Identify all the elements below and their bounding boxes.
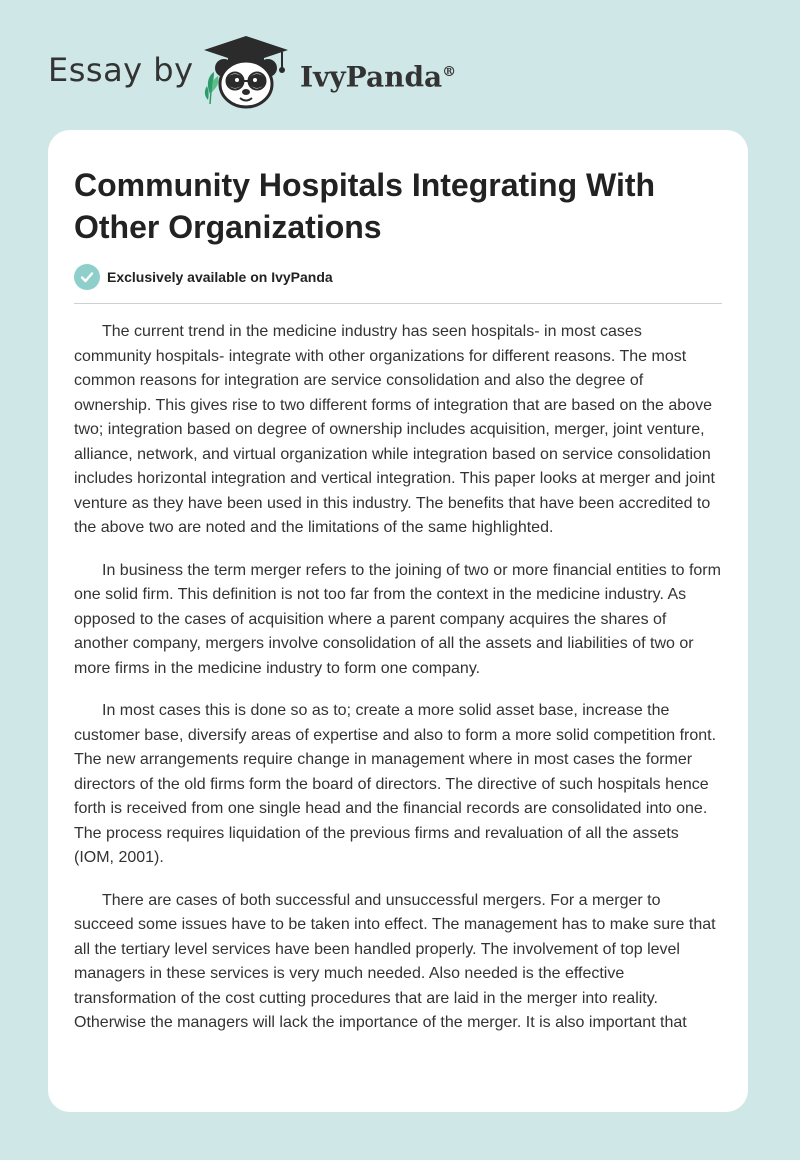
panda-graduate-icon[interactable] bbox=[198, 34, 294, 110]
exclusive-badge bbox=[74, 264, 333, 290]
divider bbox=[74, 303, 722, 304]
paragraph: The current trend in the medicine industry has seen hospitals- in most cases community hospitals- integrate with other organizations for different reasons. The most common reasons for integration are service consolidation and also the degree of ownership. This gives rise to two different forms of integration that are based on the above two; integration based on degree of ownership includes acquisition, merger, joint venture, alliance, network, and virtual organization while integration based on service consolidation includes horizontal integration and vertical integration. This paper looks at merger and joint venture as they have been used in this industry. The benefits that have been accredited to the above two are noted and the limitations of the same highlighted. bbox=[74, 323, 715, 536]
brand-name[interactable] bbox=[300, 54, 456, 95]
paragraph: In most cases this is done so as to; create a more solid asset base, increase the customer base, diversify areas of expertise and also to form a more solid competition front. The new arrangements require change in management where in most cases the former directors of the old firms form the board of directors. The directive of such hospitals hence forth is received from one single head and the financial records are consolidated into one. The process requires liquidation of the previous firms and revaluation of all the assets (IOM, 2001). bbox=[74, 702, 717, 866]
check-icon bbox=[74, 264, 100, 290]
page-title: Community Hospitals Integrating With Other Organizations bbox=[74, 167, 656, 245]
paragraph: In business the term merger refers to the joining of two or more financial entities to form one solid firm. This definition is not too far from the context in the medicine industry. As opposed to the cases of acquisition where a parent company acquires the shares of another company, mergers involve consolidation of all the assets and liabilities of two or more firms in the medicine industry to form one company. bbox=[74, 561, 721, 677]
exclusive-badge-text: Exclusively available on IvyPanda bbox=[107, 269, 333, 285]
paragraph: There are cases of both successful and unsuccessful mergers. For a merger to succeed some issues have to be taken into effect. The management has to make sure that all the tertiary level services have been handled properly. The involvement of top level managers in these services is very much needed. Also needed is the effective transformation of the cost cutting procedures that are laid in the merger into reality. Otherwise the managers will lack the importance of the merger. It is also important that bbox=[74, 891, 716, 1031]
site-header bbox=[0, 0, 800, 130]
brand-name-text: IvyPanda bbox=[300, 60, 443, 94]
article-body bbox=[74, 320, 722, 1102]
article-card bbox=[48, 130, 748, 1112]
registered-mark: ® bbox=[442, 64, 457, 80]
brand-prefix: Essay by bbox=[48, 51, 194, 89]
